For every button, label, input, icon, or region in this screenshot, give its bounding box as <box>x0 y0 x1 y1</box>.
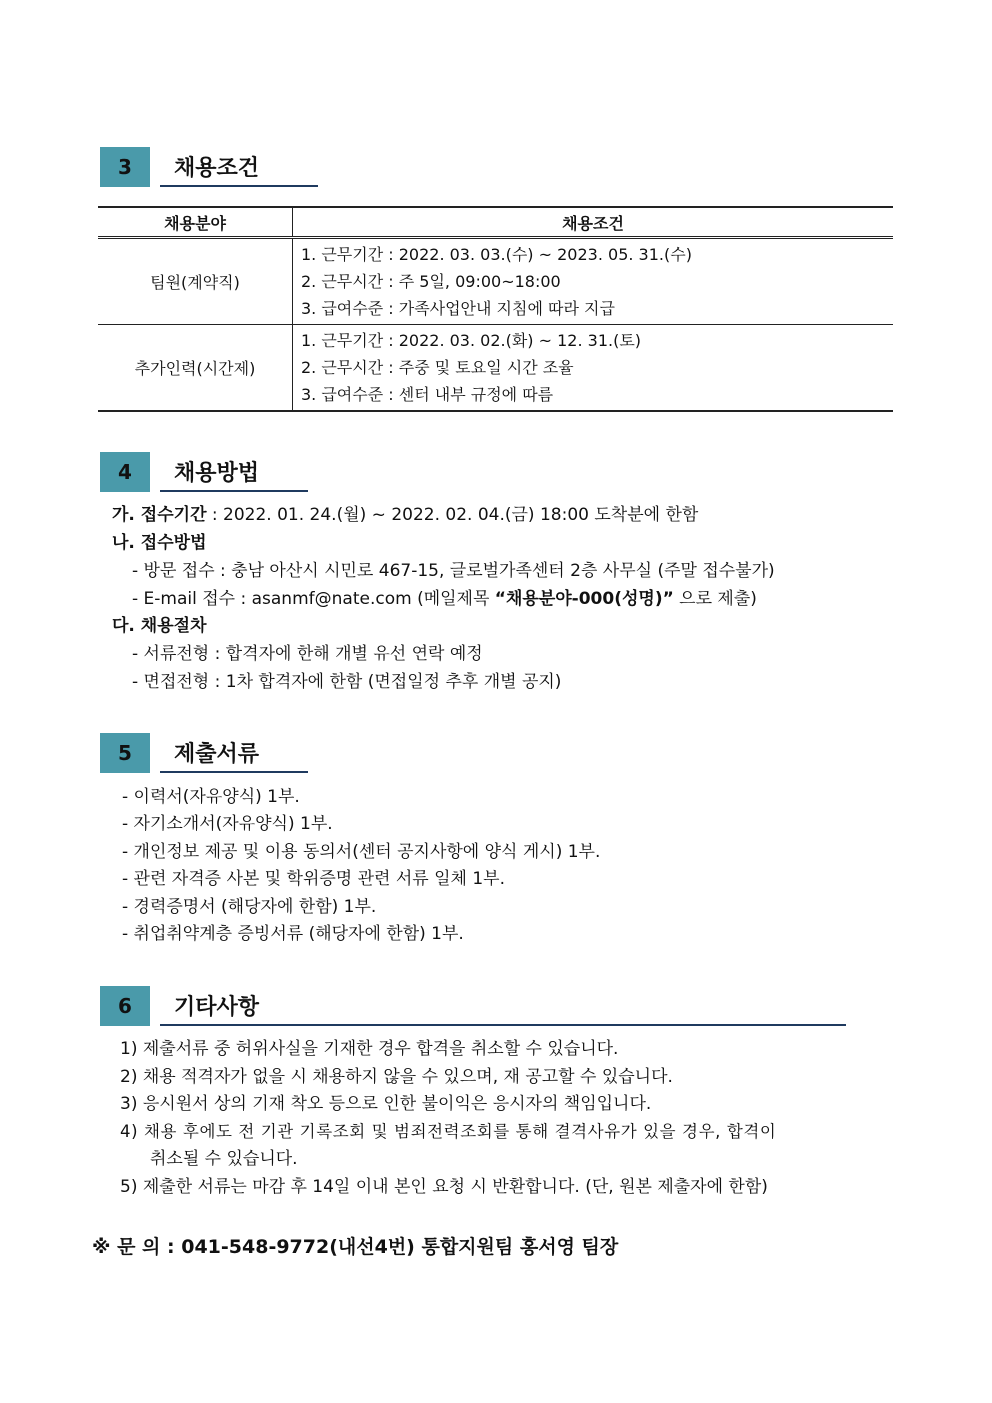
email-application-suffix: 으로 제출) <box>673 589 757 609</box>
contact-info: ※ 문 의 : 041-548-9772(내선4번) 통합지원팀 홍서영 팀장 <box>92 1236 619 1258</box>
document-item: - 경력증명서 (해당자에 한함) 1부. <box>122 897 377 917</box>
table-cell-field: 팀원(계약직) <box>98 238 293 325</box>
section-number: 6 <box>100 986 150 1026</box>
table-cell-conditions <box>293 325 894 412</box>
note-item: 1) 제출서류 중 허위사실을 기재한 경우 합격을 취소할 수 있습니다. <box>120 1039 619 1059</box>
document-item: - 개인정보 제공 및 이용 동의서(센터 공지사항에 양식 게시) 1부. <box>122 842 601 862</box>
note-item: 2) 채용 적격자가 없을 시 채용하지 않을 수 있으며, 재 공고할 수 있습니다. <box>120 1067 673 1087</box>
visit-application: - 방문 접수 : 충남 아산시 시민로 467-15, 글로벌가족센터 2층 사무실 (주말 접수불가) <box>132 561 775 581</box>
application-period-value: : 2022. 01. 24.(월) ~ 2022. 02. 04.(금) 18:00 도착분에 한함 <box>206 505 699 525</box>
note-item: 5) 제출한 서류는 마감 후 14일 이내 본인 요청 시 반환합니다. (단, 원본 제출자에 한함) <box>120 1177 768 1197</box>
email-application-text: - E-mail 접수 : asanmf@nate.com (메일제목 <box>132 589 495 609</box>
document-item: - 취업취약계층 증빙서류 (해당자에 한함) 1부. <box>122 924 464 944</box>
section-title: 채용조건 <box>160 147 318 187</box>
section-title: 기타사항 <box>160 986 846 1026</box>
condition-line: 2. 근무시간 : 주 5일, 09:00~18:00 <box>301 272 561 291</box>
application-period <box>112 502 698 528</box>
section-title: 채용방법 <box>160 452 308 492</box>
note-item: 3) 응시원서 상의 기재 착오 등으로 인한 불이익은 응시자의 책임입니다. <box>120 1094 652 1114</box>
section-number: 3 <box>100 147 150 187</box>
note-item: 4) 채용 후에도 전 기관 기록조회 및 범죄전력조회를 통해 결격사유가 있을 경우, 합격이 <box>120 1122 777 1141</box>
table-row <box>98 238 893 325</box>
note-item-continued: 취소될 수 있습니다. <box>150 1149 298 1169</box>
document-item: - 자기소개서(자유양식) 1부. <box>122 814 333 834</box>
table-row <box>98 325 893 412</box>
table-header-field: 채용분야 <box>98 207 293 238</box>
selection-process-label: 다. 채용절차 <box>112 616 207 636</box>
condition-line: 1. 근무기간 : 2022. 03. 03.(수) ~ 2023. 05. 31.(수) <box>301 245 692 264</box>
application-period-label: 가. 접수기간 <box>112 505 207 525</box>
document-screening: - 서류전형 : 합격자에 한해 개별 유선 연락 예정 <box>132 644 483 664</box>
document-item: - 이력서(자유양식) 1부. <box>122 787 300 807</box>
table-cell-field: 추가인력(시간제) <box>98 325 293 412</box>
condition-line: 1. 근무기간 : 2022. 03. 02.(화) ~ 12. 31.(토) <box>301 331 642 350</box>
email-subject-format: “채용분야-000(성명)” <box>494 589 674 609</box>
section-number: 5 <box>100 733 150 773</box>
condition-line: 3. 급여수준 : 가족사업안내 지침에 따라 지급 <box>301 299 615 318</box>
section-title: 제출서류 <box>160 733 308 773</box>
condition-line: 2. 근무시간 : 주중 및 토요일 시간 조율 <box>301 358 574 377</box>
application-method-label: 나. 접수방법 <box>112 533 207 553</box>
interview-screening: - 면접전형 : 1차 합격자에 한함 (면접일정 추후 개별 공지) <box>132 672 562 692</box>
section-number: 4 <box>100 452 150 492</box>
table-header-conditions: 채용조건 <box>293 207 894 238</box>
email-application <box>132 586 757 612</box>
table-cell-conditions <box>293 238 894 325</box>
recruitment-conditions-table <box>98 206 893 412</box>
document-item: - 관련 자격증 사본 및 학위증명 관련 서류 일체 1부. <box>122 869 506 889</box>
condition-line: 3. 급여수준 : 센터 내부 규정에 따름 <box>301 385 554 404</box>
